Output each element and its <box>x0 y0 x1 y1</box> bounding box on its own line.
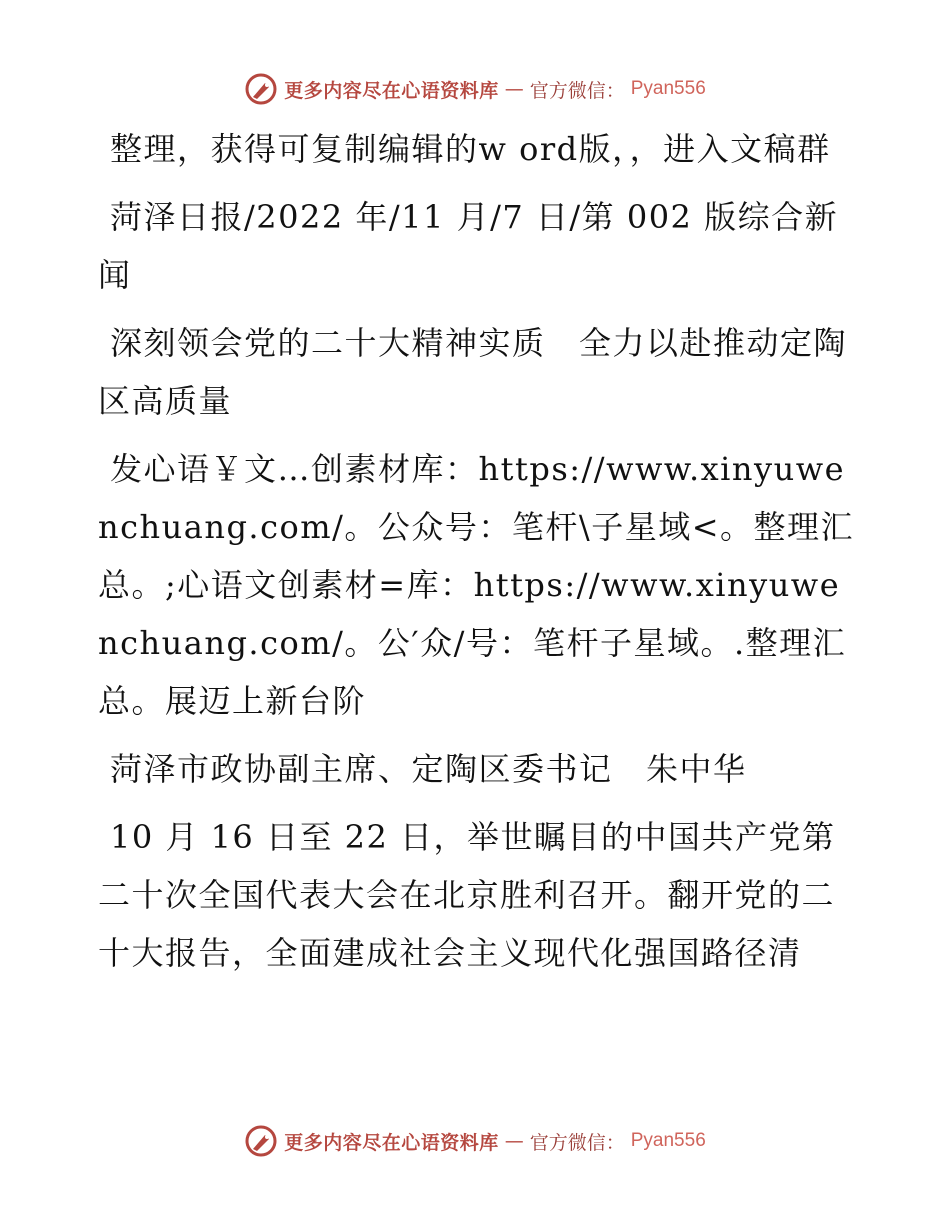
watermark-main-text: 更多内容尽在心语资料库 <box>284 1131 499 1154</box>
watermark-separator: — <box>504 1130 524 1152</box>
watermark-main-text: 更多内容尽在心语资料库 <box>284 79 499 102</box>
document-body <box>98 120 858 992</box>
pen-nib-circle-icon <box>244 1124 278 1158</box>
pen-nib-circle-icon <box>244 72 278 106</box>
paragraph-source <box>98 188 858 304</box>
footer-watermark <box>0 1124 950 1158</box>
paragraph-text: 菏泽市政协副主席、定陶区委书记 朱中华 <box>110 750 747 788</box>
paragraph-author <box>98 740 858 798</box>
paragraph-text: 整理，获得可复制编辑的w ord版，，进入文稿群 <box>110 130 831 168</box>
paragraph-text: 发心语￥文…创素材库：https://www.xinyuwenchuang.com/。公众号：笔杆\子星域<。整理汇总。;心语文创素材=库：https://www.xinyuwenchuang.com/。公′众/号：笔杆子星域。.整理汇总。展迈上新台阶 <box>98 450 855 720</box>
paragraph-text: 深刻领会党的二十大精神实质 全力以赴推动定陶区高质量 <box>98 324 848 420</box>
paragraph-headline <box>98 314 858 430</box>
paragraph-body <box>98 808 858 982</box>
paragraph-noise <box>98 440 858 730</box>
watermark-separator: — <box>504 78 524 100</box>
paragraph-text: 10 月 16 日至 22 日，举世瞩目的中国共产党第二十次全国代表大会在北京胜利召开。翻开党的二十大报告，全面建成社会主义现代化强国路径清 <box>98 818 836 972</box>
header-watermark <box>0 72 950 106</box>
watermark-official-label: 官方微信： <box>529 1131 625 1154</box>
watermark-wechat-id: Pyan556 <box>630 1130 706 1151</box>
paragraph-intro <box>98 120 858 178</box>
watermark-wechat-id: Pyan556 <box>630 78 706 99</box>
paragraph-text: 菏泽日报/2022 年/11 月/7 日/第 002 版综合新闻 <box>98 198 839 294</box>
watermark-official-label: 官方微信： <box>529 79 625 102</box>
